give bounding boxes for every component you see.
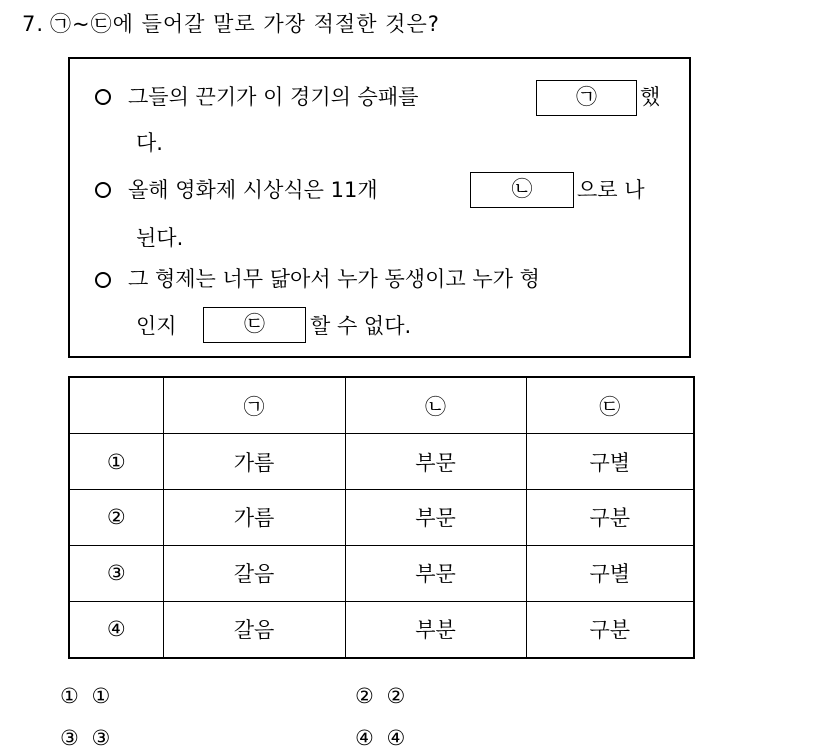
table-cell: 가름 bbox=[163, 434, 345, 490]
table-cell: ④ bbox=[69, 601, 163, 658]
table-cell: 구별 bbox=[526, 434, 694, 490]
table-header-row bbox=[69, 377, 694, 434]
sentence-2-line-2: 뉜다. bbox=[136, 226, 184, 250]
table-row bbox=[69, 490, 694, 546]
example-box bbox=[68, 57, 691, 358]
table-cell: ② bbox=[69, 490, 163, 546]
bullet-circle-icon bbox=[95, 182, 111, 198]
table-header-cell: ㉡ bbox=[345, 377, 526, 434]
table-cell: 부문 bbox=[345, 545, 526, 601]
table-cell: 부문 bbox=[345, 434, 526, 490]
choice-3[interactable]: ③ ③ bbox=[60, 726, 114, 750]
table-row bbox=[69, 601, 694, 658]
sentence-3-prefix: 인지 bbox=[136, 314, 177, 338]
table-header-cell: ㉢ bbox=[526, 377, 694, 434]
choice-4[interactable]: ④ ④ bbox=[355, 726, 409, 750]
table-cell: 구분 bbox=[526, 490, 694, 546]
table-cell: ① bbox=[69, 434, 163, 490]
sentence-2-suffix: 으로 나 bbox=[577, 178, 645, 202]
sentence-1-line-2: 다. bbox=[136, 131, 163, 155]
choice-2[interactable]: ② ② bbox=[355, 684, 409, 708]
table-cell: ③ bbox=[69, 545, 163, 601]
blank-3: ㉢ bbox=[203, 307, 306, 343]
table-cell: 부문 bbox=[345, 490, 526, 546]
table-header-cell bbox=[69, 377, 163, 434]
sentence-3-suffix: 할 수 없다. bbox=[310, 314, 412, 338]
bullet-circle-icon bbox=[95, 272, 111, 288]
table-cell: 구분 bbox=[526, 601, 694, 658]
question-number: 7. bbox=[22, 12, 45, 36]
question-text: ㉠~㉢에 들어갈 말로 가장 적절한 것은? bbox=[50, 12, 440, 36]
sentence-1-line-1: 그들의 끈기가 이 경기의 승패를 bbox=[128, 85, 419, 109]
sentence-2-line-1: 올해 영화제 시상식은 11개 bbox=[128, 178, 378, 202]
table-row bbox=[69, 545, 694, 601]
table-cell: 가름 bbox=[163, 490, 345, 546]
choice-1[interactable]: ① ① bbox=[60, 684, 114, 708]
question-prompt bbox=[22, 8, 440, 38]
sentence-3-line-1: 그 형제는 너무 닮아서 누가 동생이고 누가 형 bbox=[128, 267, 540, 291]
table-cell: 갈음 bbox=[163, 601, 345, 658]
table-cell: 부분 bbox=[345, 601, 526, 658]
table-header-cell: ㉠ bbox=[163, 377, 345, 434]
sentence-1-suffix: 했 bbox=[640, 85, 661, 109]
table-cell: 구별 bbox=[526, 545, 694, 601]
table-cell: 갈음 bbox=[163, 545, 345, 601]
blank-2: ㉡ bbox=[470, 172, 574, 208]
bullet-circle-icon bbox=[95, 89, 111, 105]
answer-table bbox=[68, 376, 695, 659]
blank-1: ㉠ bbox=[536, 80, 637, 116]
table-row bbox=[69, 434, 694, 490]
